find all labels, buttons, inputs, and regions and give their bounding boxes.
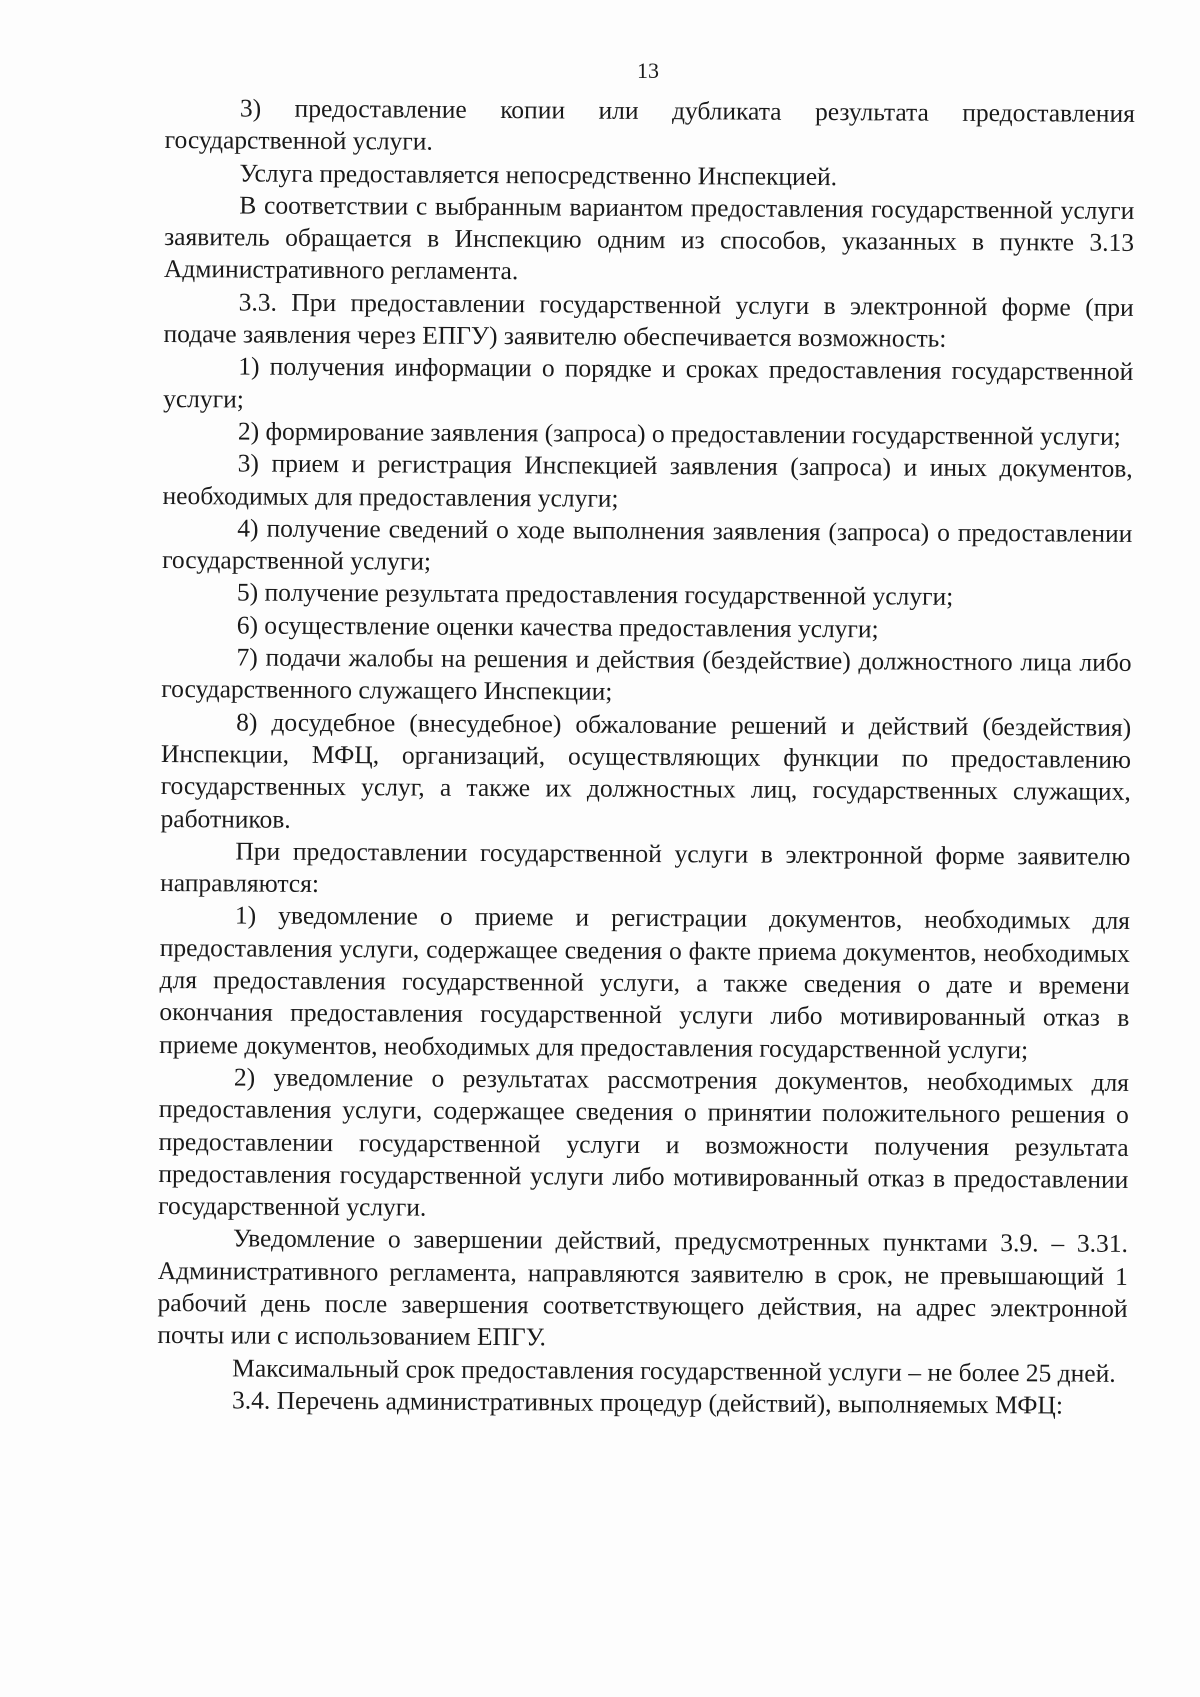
- paragraph-service-provider: Услуга предоставляется непосредственно Инспекцией.: [239, 158, 838, 191]
- notification-item-1: 1) уведомление о приеме и регистрации документов, необходимых для предоставления услуги, содержащее сведения о факте приема документов, необходимых для предоставления государственной услуги, а также сведения о дате и времени окончания предоставления государственной услуги либо мотивированный отказ в приеме документов, необходимых для предоставления государственной услуги;: [159, 900, 1131, 1064]
- paragraph-max-term: Максимальный срок предоставления государственной услуги – не более 25 дней.: [232, 1353, 1116, 1388]
- list-item-5-result: 5) получение результата предоставления государственной услуги;: [236, 577, 954, 612]
- list-item-6-quality: 6) осуществление оценки качества предоставления услуги;: [236, 610, 879, 644]
- list-item-7-complaint: 7) подачи жалобы на решения и действия (бездействие) должностного лица либо государственного служащего Инспекции;: [161, 642, 1132, 707]
- paragraph-notification-deadline: Уведомление о завершении действий, предусмотренных пунктами 3.9. – 3.31. Административного регламента, направляются заявителю в срок, не превышающий 1 рабочий день после завершения соответствующего действия, на адрес электронной почты или с использованием ЕПГУ.: [157, 1223, 1129, 1352]
- page-number: 13: [637, 58, 659, 83]
- paragraph-section-3-3: 3.3. При предоставлении государственной услуги в электронной форме (при подаче заявления через ЕПГУ) заявителю обеспечивается возможность:: [163, 287, 1134, 353]
- paragraph-section-3-4: 3.4. Перечень административных процедур (действий), выполняемых МФЦ:: [231, 1385, 1064, 1420]
- paragraph-application-method: В соответствии с выбранным вариантом предоставления государственной услуги заявитель обращается в Инспекцию одним из способов, указанных в пункте 3.13 Административного регламента.: [163, 190, 1135, 286]
- list-item-3-registration: 3) прием и регистрация Инспекцией заявления (запроса) и иных документов, необходимых для предоставления услуги;: [162, 448, 1133, 513]
- list-item-1-information: 1) получения информации о порядке и сроках предоставления государственной услуги;: [163, 351, 1134, 414]
- list-item-2-application-form: 2) формирование заявления (запроса) о предоставлении государственной услуги;: [237, 416, 1121, 451]
- document-body: [157, 92, 1135, 1422]
- paragraph-item-3-copy: 3) предоставление копии или дубликата результата предоставления государственной услуги.: [164, 93, 1135, 156]
- paragraph-notifications-intro: При предоставлении государственной услуги в электронной форме заявителю направляются:: [160, 836, 1131, 899]
- list-item-4-status: 4) получение сведений о ходе выполнения заявления (запроса) о предоставлении государственной услуги;: [162, 513, 1133, 576]
- list-item-8-appeal: 8) досудебное (внесудебное) обжалование решений и действий (бездействия) Инспекции, МФЦ, организаций, осуществляющих функции по предоставлению государственных услуг, а также их должностных лиц, государственных служащих, работников.: [160, 707, 1132, 834]
- notification-item-2: 2) уведомление о результатах рассмотрения документов, необходимых для предоставления услуги, содержащее сведения о принятии положительного решения о предоставлении государственной услуги и возможности получения результата предоставления государственной услуги либо мотивированный отказ в предоставлении государственной услуги.: [158, 1062, 1130, 1222]
